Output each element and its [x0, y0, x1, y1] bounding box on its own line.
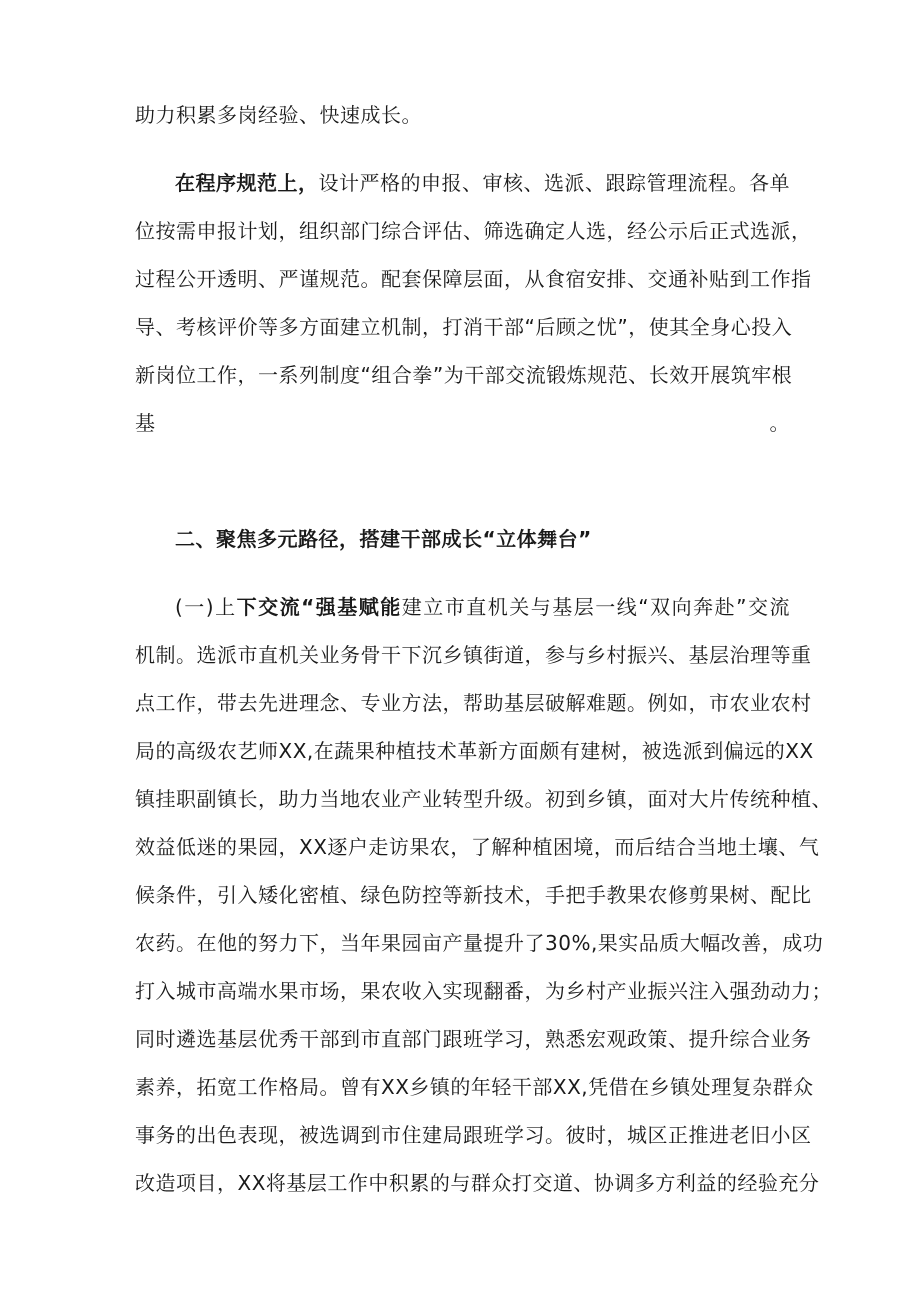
- paragraph-line: 助力积累多岗经验、快速成长。: [135, 103, 422, 127]
- paragraph-line: 基。: [135, 411, 790, 435]
- section-heading: 二、聚焦多元路径，搭建干部成长“立体舞台”: [175, 527, 592, 551]
- paragraph-text: 设计严格的申报、审核、选派、跟踪管理流程。各单: [318, 171, 790, 195]
- paragraph-line: 位按需申报计划，组织部门综合评估、筛选确定人选，经公示后正式选派，: [135, 219, 812, 243]
- paragraph-line: 候条件，引入矮化密植、绿色防控等新技术，手把手教果农修剪果树、配比: [135, 883, 812, 907]
- paragraph-lead: 下交流“强基赋能: [236, 595, 402, 619]
- paragraph-text: 建立市直机关与基层一线“双向奔赴”交流: [401, 595, 790, 619]
- paragraph-line: 同时遴选基层优秀干部到市直部门跟班学习，熟悉宏观政策、提升综合业务: [135, 1027, 812, 1051]
- paragraph-line: 农药。在他的努力下，当年果园亩产量提升了30%,果实品质大幅改善，成功: [135, 931, 824, 955]
- paragraph-line: [135, 1214, 790, 1248]
- paragraph-line: 打入城市高端水果市场，果农收入实现翻番，为乡村产业振兴注入强劲动力；: [135, 979, 832, 1003]
- paragraph-line: 过程公开透明、严谨规范。配套保障层面，从食宿安排、交通补贴到工作指: [135, 267, 812, 291]
- paragraph-line: 导、考核评价等多方面建立机制，打消干部“后顾之忧”，使其全身心投入: [135, 315, 793, 339]
- paragraph-line: 效益低迷的果园，XX逐户走访果农，了解种植困境，而后结合当地土壤、气: [135, 835, 820, 859]
- paragraph-line: 镇挂职副镇长，助力当地农业产业转型升级。初到乡镇，面对大片传统种植、: [135, 787, 832, 811]
- paragraph-line: [175, 590, 790, 624]
- paragraph-line: 改造项目，XX将基层工作中积累的与群众打交道、协调多方利益的经验充分: [135, 1171, 820, 1195]
- paragraph-line: 机制。选派市直机关业务骨干下沉乡镇街道，参与乡村振兴、基层治理等重: [135, 643, 812, 667]
- paragraph-line: 素养，拓宽工作格局。曾有XX乡镇的年轻干部XX,凭借在乡镇处理复杂群众: [135, 1075, 814, 1099]
- paragraph-prefix: (一)上: [175, 595, 237, 619]
- paragraph-line: [175, 166, 790, 200]
- paragraph-lead: 在程序规范上，: [175, 171, 319, 195]
- paragraph-line: 点工作，带去先进理念、专业方法，帮助基层破解难题。例如，市农业农村: [135, 691, 812, 715]
- paragraph-line: [135, 454, 790, 488]
- paragraph-line: 新岗位工作，一系列制度“组合拳”为干部交流锻炼规范、长效开展筑牢根: [135, 363, 793, 387]
- paragraph-line: 事务的出色表现，被选调到市住建局跟班学习。彼时，城区正推进老旧小区: [135, 1123, 812, 1147]
- paragraph-line: 局的高级农艺师XX,在蔬果种植技术革新方面颇有建树，被选派到偏远的XX: [135, 739, 814, 763]
